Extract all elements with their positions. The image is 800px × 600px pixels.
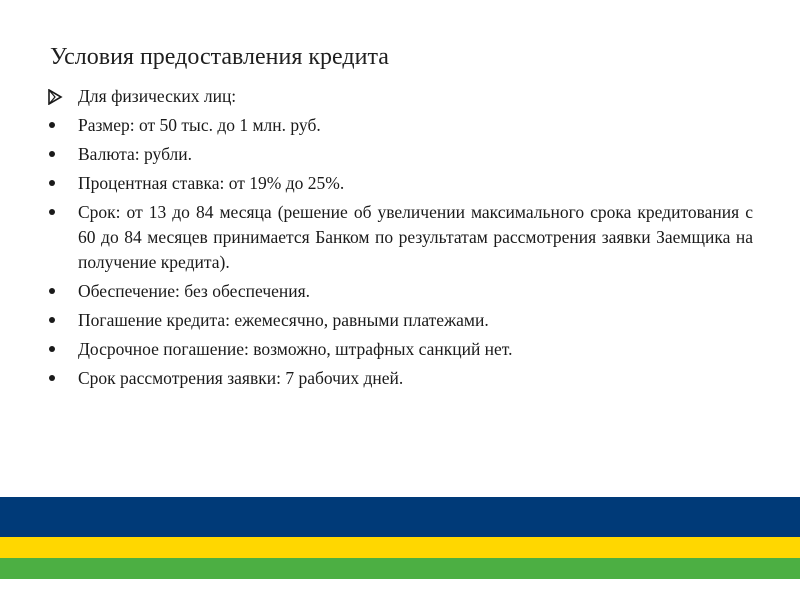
list-item	[47, 337, 753, 362]
list-item	[47, 279, 753, 304]
slide-title: Условия предоставления кредита	[50, 44, 389, 70]
bullet-icon	[47, 113, 67, 138]
list-item	[47, 171, 753, 196]
list-item-text: Погашение кредита: ежемесячно, равными платежами.	[78, 310, 489, 330]
bullet-icon	[47, 142, 67, 167]
arrow-icon	[47, 84, 67, 109]
list-item-text: Размер: от 50 тыс. до 1 млн. руб.	[78, 115, 321, 135]
list-item-text: Срок: от 13 до 84 месяца (решение об увеличении максимального срока кредитования с 60 до 84 месяцев принимается Банком по результатам рассмотрения заявки Заемщика на получение кредита).	[78, 202, 753, 272]
footer-band-blue	[0, 497, 800, 537]
list-item	[47, 84, 753, 109]
list-item-text: Для физических лиц:	[78, 86, 237, 106]
list-item-text: Обеспечение: без обеспечения.	[78, 281, 311, 301]
bullet-icon	[47, 200, 67, 225]
bullet-icon	[47, 171, 67, 196]
footer-band-yellow	[0, 537, 800, 558]
bullet-icon	[47, 279, 67, 304]
bullet-icon	[47, 366, 67, 391]
bullet-icon	[47, 337, 67, 362]
list-item	[47, 113, 753, 138]
list-item	[47, 200, 753, 275]
bullet-icon	[47, 308, 67, 333]
list-item-text: Валюта: рубли.	[78, 144, 193, 164]
list-item	[47, 142, 753, 167]
list-item	[47, 308, 753, 333]
list-item-text: Досрочное погашение: возможно, штрафных санкций нет.	[78, 339, 513, 359]
footer-band-green	[0, 558, 800, 579]
conditions-list	[47, 84, 753, 395]
footer-band-white	[0, 579, 800, 600]
list-item	[47, 366, 753, 391]
list-item-text: Процентная ставка: от 19% до 25%.	[78, 173, 345, 193]
list-item-text: Срок рассмотрения заявки: 7 рабочих дней.	[78, 368, 404, 388]
